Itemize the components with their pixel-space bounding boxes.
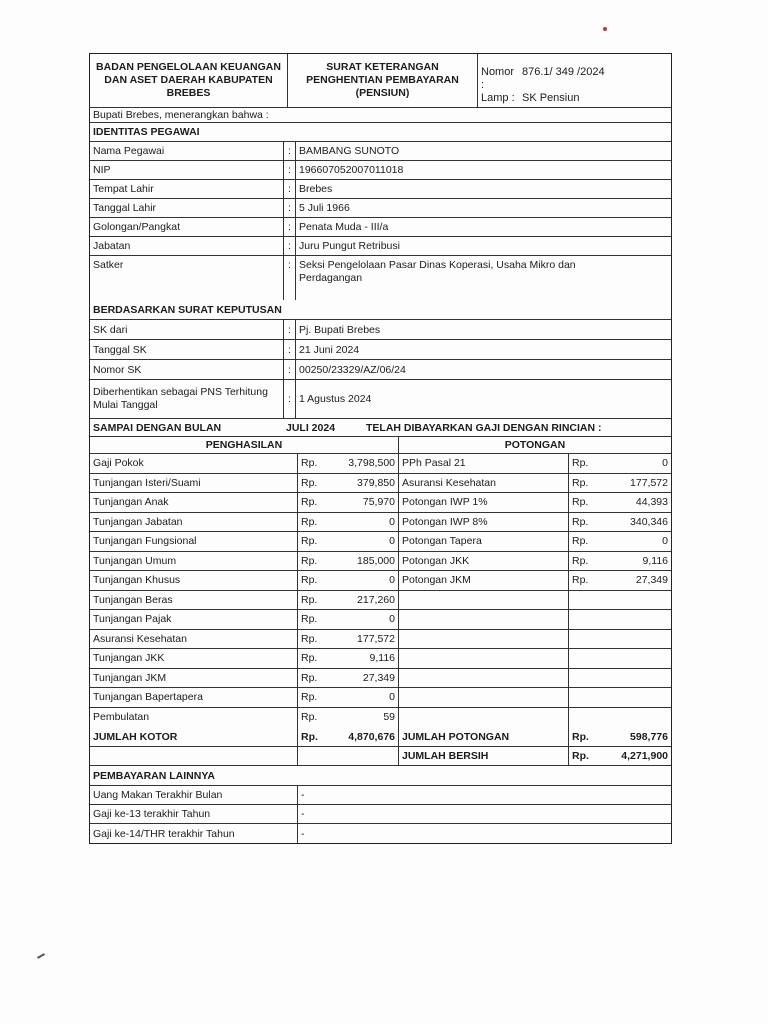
currency-label: Rp.	[297, 708, 327, 728]
field-value: Juru Pungut Retribusi	[295, 237, 671, 255]
field-label: Jabatan	[93, 240, 131, 252]
penghasilan-label: Tunjangan Khusus	[93, 574, 181, 587]
penghasilan-label: Pembulatan	[93, 711, 150, 724]
field-colon: :	[283, 360, 295, 379]
rincian-row	[90, 513, 671, 533]
penghasilan-label: Tunjangan Beras	[93, 593, 173, 606]
rincian-row	[90, 708, 671, 728]
field-row	[90, 218, 671, 237]
rincian-row	[90, 493, 671, 513]
field-colon: :	[283, 237, 295, 255]
field-value: Brebes	[295, 180, 671, 198]
identitas-section-title	[90, 123, 671, 142]
field-label: SK dari	[93, 323, 128, 336]
field-value: Pj. Bupati Brebes	[295, 320, 671, 339]
lainnya-label: Uang Makan Terakhir Bulan	[93, 789, 223, 801]
rincian-row	[90, 454, 671, 474]
currency-label	[568, 630, 598, 649]
potongan-label	[398, 708, 568, 728]
penghasilan-label: Tunjangan Fungsional	[93, 535, 197, 548]
keputusan-section-title	[90, 300, 671, 320]
rincian-row	[90, 610, 671, 630]
rincian-row	[90, 552, 671, 572]
potongan-label: Potongan IWP 1%	[398, 493, 568, 512]
currency-label	[568, 649, 598, 668]
field-row	[90, 380, 671, 419]
penghasilan-amount: 0	[389, 691, 395, 704]
field-label: Diberhentikan sebagai PNS Terhitung Mulai Tanggal	[93, 386, 268, 411]
field-colon: :	[283, 199, 295, 217]
penghasilan-label: Tunjangan Bapertapera	[93, 691, 203, 704]
field-colon: :	[283, 340, 295, 359]
currency-label: Rp.	[568, 571, 598, 590]
potongan-amount: 0	[662, 535, 668, 548]
potongan-amount: 177,572	[630, 476, 668, 489]
document-number-block	[477, 54, 671, 107]
penghasilan-amount: 379,850	[357, 476, 395, 489]
sampai-label: SAMPAI DENGAN BULAN	[93, 421, 222, 434]
field-colon: :	[283, 320, 295, 339]
currency-label: Rp.	[568, 513, 598, 532]
potongan-amount: 27,349	[635, 574, 668, 587]
pen-mark	[37, 953, 45, 959]
rincian-header	[90, 437, 671, 454]
penghasilan-label: Gaji Pokok	[93, 457, 144, 470]
potongan-amount: 0	[662, 457, 668, 470]
currency-label: Rp.	[297, 591, 327, 610]
field-row	[90, 320, 671, 340]
field-label: Golongan/Pangkat	[93, 221, 180, 233]
potongan-amount	[598, 610, 671, 629]
rincian-row	[90, 630, 671, 650]
field-row	[90, 180, 671, 199]
lainnya-label: Gaji ke-14/THR terakhir Tahun	[93, 827, 235, 840]
potongan-label	[398, 688, 568, 707]
currency-label: Rp.	[297, 649, 327, 668]
lamp-value: SK Pensiun	[522, 92, 580, 104]
field-colon: :	[283, 380, 295, 418]
jumlah-potongan-value: 598,776	[630, 730, 668, 743]
penghasilan-label: Tunjangan Jabatan	[93, 515, 183, 528]
field-row	[90, 199, 671, 218]
field-colon: :	[283, 256, 295, 300]
penghasilan-label: Tunjangan Pajak	[93, 613, 172, 626]
penghasilan-amount: 217,260	[357, 593, 395, 606]
rincian-row	[90, 669, 671, 689]
currency-label: Rp.	[297, 513, 327, 532]
potongan-label: Potongan Tapera	[398, 532, 568, 551]
currency-label: Rp.	[297, 493, 327, 512]
penghasilan-amount: 0	[389, 515, 395, 528]
field-colon: :	[283, 218, 295, 236]
penghasilan-amount: 75,970	[362, 496, 395, 509]
jumlah-bersih-label: JUMLAH BERSIH	[398, 747, 568, 765]
potongan-amount	[598, 591, 671, 610]
sampai-note: TELAH DIBAYARKAN GAJI DENGAN RINCIAN :	[366, 421, 602, 434]
field-value: BAMBANG SUNOTO	[295, 142, 671, 160]
currency-label: Rp.	[568, 493, 598, 512]
lainnya-row	[90, 786, 671, 805]
penghasilan-label: Tunjangan Isteri/Suami	[93, 476, 201, 489]
currency-label: Rp.	[297, 552, 327, 571]
jumlah-kotor-value: 4,870,676	[348, 730, 395, 743]
potongan-amount	[598, 708, 671, 728]
currency-label	[568, 610, 598, 629]
penghasilan-amount: 3,798,500	[348, 457, 395, 470]
rincian-row	[90, 649, 671, 669]
field-value: 196607052007011018	[295, 161, 671, 179]
penghasilan-label: Asuransi Kesehatan	[93, 632, 187, 645]
potongan-label: Potongan JKK	[398, 552, 568, 571]
potongan-label	[398, 610, 568, 629]
potongan-label	[398, 630, 568, 649]
lainnya-row	[90, 824, 671, 843]
lainnya-section-title	[90, 766, 671, 786]
currency-label: Rp.	[568, 474, 598, 493]
field-label: Tanggal Lahir	[93, 202, 157, 214]
jumlah-bersih-row	[90, 747, 671, 766]
field-value: 5 Juli 1966	[295, 199, 671, 217]
potongan-amount	[598, 688, 671, 707]
field-colon: :	[283, 180, 295, 198]
penghasilan-amount: 0	[389, 613, 395, 626]
penghasilan-title: PENGHASILAN	[205, 439, 283, 451]
currency-label: Rp.	[297, 474, 327, 493]
currency-label: Rp.	[297, 727, 327, 746]
field-value: 1 Agustus 2024	[295, 380, 671, 418]
penghasilan-label: Tunjangan JKK	[93, 652, 165, 665]
document-header	[90, 54, 671, 108]
field-label: Satker	[93, 259, 124, 271]
potongan-label: Potongan JKM	[398, 571, 568, 590]
field-row	[90, 340, 671, 360]
field-label: Tempat Lahir	[93, 183, 154, 195]
penghasilan-amount: 0	[389, 574, 395, 587]
sampai-month: JULI 2024	[286, 421, 336, 434]
identitas-fields	[90, 142, 671, 300]
lamp-label: Lamp :	[481, 92, 515, 104]
penghasilan-label: Tunjangan Anak	[93, 496, 169, 509]
lainnya-title: PEMBAYARAN LAINNYA	[93, 769, 215, 782]
penghasilan-label: Tunjangan JKM	[93, 671, 167, 684]
potongan-amount: 44,393	[635, 496, 668, 509]
empty-cell	[90, 747, 297, 765]
potongan-amount	[598, 669, 671, 688]
penghasilan-amount: 27,349	[362, 671, 395, 684]
currency-label	[568, 688, 598, 707]
rincian-row	[90, 571, 671, 591]
potongan-amount: 9,116	[642, 554, 668, 567]
potongan-label: PPh Pasal 21	[398, 454, 568, 473]
penghasilan-amount: 59	[383, 711, 395, 724]
currency-label: Rp.	[297, 630, 327, 649]
field-row	[90, 142, 671, 161]
field-value: Seksi Pengelolaan Pasar Dinas Koperasi, Usaha Mikro dan Perdagangan	[295, 256, 671, 300]
penghasilan-amount: 0	[389, 535, 395, 548]
potongan-label: Asuransi Kesehatan	[398, 474, 568, 493]
field-value: 00250/23329/AZ/06/24	[295, 360, 671, 379]
red-dot-mark	[603, 27, 607, 31]
rincian-table	[90, 454, 671, 727]
penghasilan-amount: 177,572	[357, 632, 395, 645]
jumlah-kotor-label: JUMLAH KOTOR	[93, 730, 178, 743]
field-colon: :	[283, 142, 295, 160]
currency-label: Rp.	[568, 747, 598, 765]
lainnya-value: -	[297, 805, 671, 823]
potongan-label	[398, 669, 568, 688]
currency-label	[568, 708, 598, 728]
field-label: Nomor SK	[93, 363, 142, 376]
potongan-label	[398, 649, 568, 668]
nomor-label: Nomor :	[481, 66, 515, 91]
field-label: Nama Pegawai	[93, 145, 165, 157]
potongan-amount	[598, 630, 671, 649]
field-label: NIP	[93, 164, 111, 176]
keputusan-title: BERDASARKAN SURAT KEPUTUSAN	[93, 303, 282, 316]
empty-cell	[297, 747, 398, 765]
potongan-label	[398, 591, 568, 610]
penghasilan-label: Tunjangan Umum	[93, 554, 177, 567]
currency-label: Rp.	[568, 532, 598, 551]
rincian-row	[90, 532, 671, 552]
pension-certificate	[89, 53, 672, 844]
currency-label	[568, 591, 598, 610]
currency-label: Rp.	[568, 727, 598, 746]
field-row	[90, 161, 671, 180]
identitas-title: IDENTITAS PEGAWAI	[93, 126, 200, 138]
potongan-label: Potongan IWP 8%	[398, 513, 568, 532]
jumlah-potongan-label: JUMLAH POTONGAN	[398, 727, 568, 746]
currency-label: Rp.	[568, 552, 598, 571]
potongan-title: POTONGAN	[398, 437, 671, 453]
rincian-row	[90, 474, 671, 494]
currency-label: Rp.	[297, 610, 327, 629]
currency-label	[568, 669, 598, 688]
sampai-row	[90, 419, 671, 437]
lainnya-row	[90, 805, 671, 824]
field-label: Tanggal SK	[93, 343, 147, 356]
intro-row	[90, 108, 671, 123]
field-row	[90, 237, 671, 256]
currency-label: Rp.	[297, 532, 327, 551]
rincian-row	[90, 591, 671, 611]
jumlah-kotor-row	[90, 727, 671, 747]
lainnya-value: -	[297, 786, 671, 804]
currency-label: Rp.	[297, 454, 327, 473]
lainnya-value: -	[297, 824, 671, 843]
currency-label: Rp.	[297, 571, 327, 590]
potongan-amount: 340,346	[630, 515, 668, 528]
document-title: SURAT KETERANGAN PENGHENTIAN PEMBAYARAN (PENSIUN)	[287, 54, 477, 107]
potongan-amount	[598, 649, 671, 668]
jumlah-bersih-value: 4,271,900	[621, 750, 668, 762]
lainnya-label: Gaji ke-13 terakhir Tahun	[93, 808, 211, 820]
field-row	[90, 256, 671, 300]
currency-label: Rp.	[568, 454, 598, 473]
field-colon: :	[283, 161, 295, 179]
field-row	[90, 360, 671, 380]
penghasilan-amount: 185,000	[357, 554, 395, 567]
field-value: Penata Muda - III/a	[295, 218, 671, 236]
intro-text: Bupati Brebes, menerangkan bahwa :	[93, 109, 269, 121]
rincian-row	[90, 688, 671, 708]
agency-name: BADAN PENGELOLAAN KEUANGAN DAN ASET DAERAH KABUPATEN BREBES	[96, 61, 281, 99]
nomor-value: 876.1/ 349 /2024	[522, 66, 605, 78]
currency-label: Rp.	[297, 669, 327, 688]
currency-label: Rp.	[297, 688, 327, 707]
penghasilan-amount: 9,116	[369, 652, 395, 665]
field-value: 21 Juni 2024	[295, 340, 671, 359]
